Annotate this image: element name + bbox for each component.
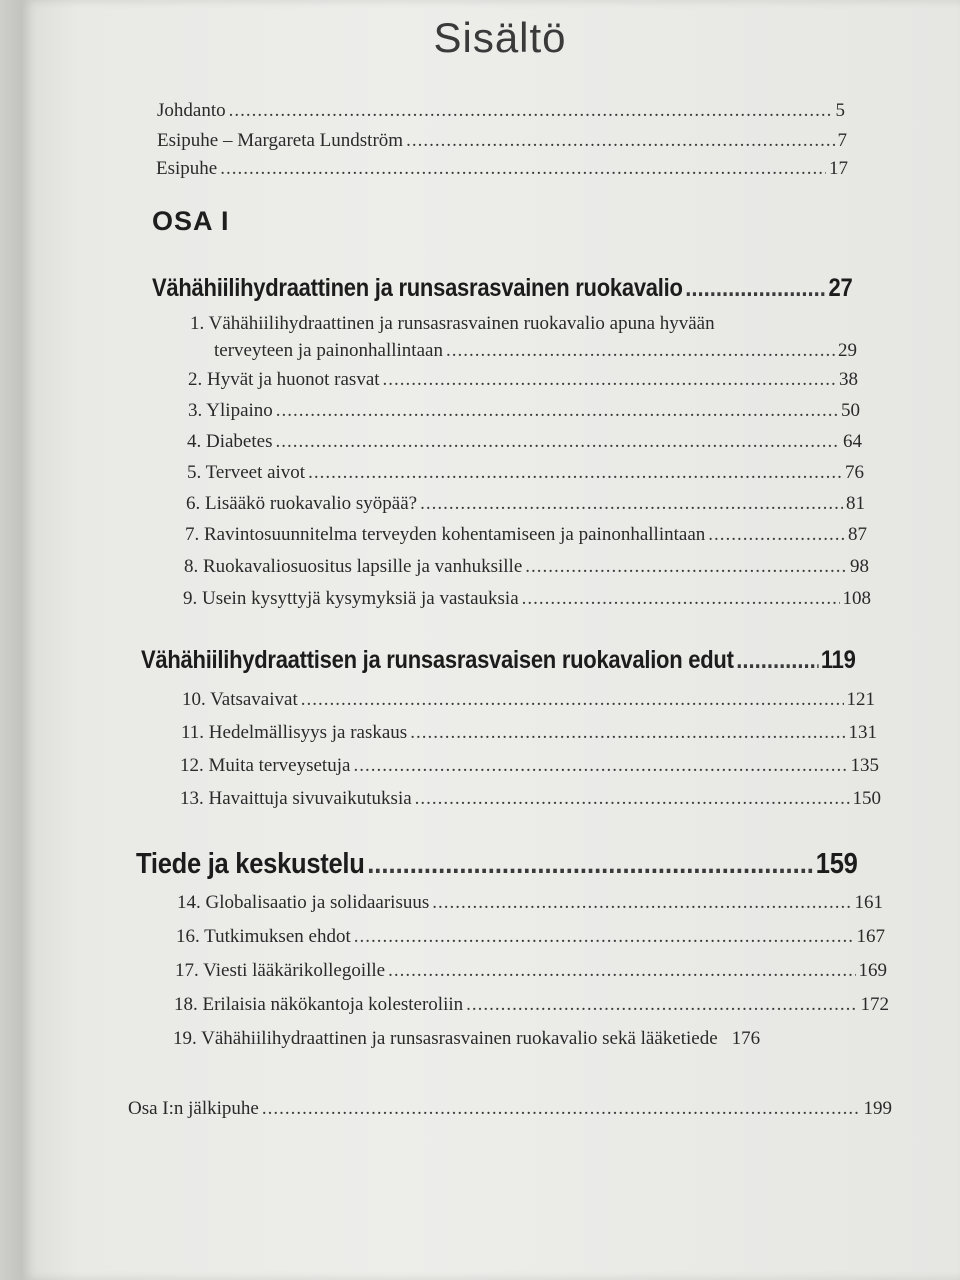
toc-section-2[interactable] (141, 646, 856, 675)
leader-dots (406, 130, 834, 152)
chapter-label: 12. Muita terveysetuja (180, 755, 351, 776)
toc-chapter-19[interactable] (173, 1028, 891, 1050)
section-page-number: 159 (815, 848, 858, 880)
leader-dots (220, 158, 826, 180)
chapter-label: 11. Hedelmällisyys ja raskaus (181, 722, 408, 743)
toc-chapter-7[interactable] (185, 524, 867, 546)
toc-label: Johdanto (157, 100, 226, 121)
chapter-page-number: 81 (846, 493, 865, 514)
chapter-label: 13. Havaittuja sivuvaikutuksia (180, 788, 412, 809)
toc-chapter-11[interactable] (181, 722, 877, 744)
book-page (22, 0, 960, 1280)
section-label: Tiede ja keskustelu (136, 848, 365, 880)
leader-dots (276, 400, 838, 422)
leader-dots (685, 274, 826, 303)
chapter-label: 19. Vähähiilihydraattinen ja runsasrasvainen ruokavalio sekä lääketiede (173, 1028, 718, 1049)
chapter-page-number: 135 (850, 755, 879, 776)
toc-section-1[interactable] (152, 274, 852, 303)
toc-chapter-8[interactable] (184, 556, 869, 578)
leader-dots (410, 722, 845, 744)
leader-dots (466, 994, 857, 1016)
toc-chapter-16[interactable] (176, 926, 885, 948)
chapter-label: 4. Diabetes (187, 431, 273, 452)
leader-dots (354, 926, 854, 948)
chapter-label: 9. Usein kysyttyjä kysymyksiä ja vastauksia (183, 588, 519, 609)
toc-entry-johdanto[interactable] (157, 100, 845, 122)
toc-page-number: 5 (835, 100, 845, 121)
chapter-page-number: 29 (838, 340, 857, 361)
leader-dots (308, 462, 842, 484)
section-page-number: 119 (820, 646, 856, 674)
leader-dots (229, 100, 833, 122)
toc-page-number: 17 (829, 158, 848, 179)
chapter-page-number: 176 (731, 1028, 761, 1049)
chapter-label: 7. Ravintosuunnitelma terveyden kohentamiseen ja painonhallintaan (185, 524, 706, 545)
chapter-label: 10. Vatsavaivat (182, 689, 298, 710)
leader-dots (275, 431, 840, 453)
leader-dots (301, 689, 844, 711)
chapter-page-number: 172 (860, 994, 889, 1015)
toc-chapter-18[interactable] (174, 994, 889, 1016)
chapter-label: 14. Globalisaatio ja solidaarisuus (177, 892, 430, 913)
chapter-label: terveyteen ja painonhallintaan (214, 340, 443, 361)
chapter-label: 18. Erilaisia näkökantoja kolesteroliin (174, 994, 464, 1015)
section-label: Vähähiilihydraattinen ja runsasrasvainen ruokavalio (152, 274, 683, 302)
chapter-page-number: 98 (850, 556, 869, 577)
section-page-number: 27 (828, 274, 853, 302)
toc-chapter-1[interactable] (214, 340, 857, 362)
leader-dots (432, 892, 851, 914)
chapter-label: 8. Ruokavaliosuositus lapsille ja vanhuksille (184, 556, 523, 577)
leader-dots (525, 556, 847, 578)
toc-entry-esipuhe-lundstrom[interactable] (157, 130, 847, 152)
leader-dots (736, 646, 818, 675)
toc-chapter-4[interactable] (187, 431, 862, 453)
chapter-label: 6. Lisääkö ruokavalio syöpää? (186, 493, 418, 514)
chapter-label: 17. Viesti lääkärikollegoille (175, 960, 386, 981)
leader-dots (353, 755, 847, 777)
leader-dots (415, 788, 850, 810)
chapter-page-number: 38 (839, 369, 858, 390)
toc-chapter-14[interactable] (177, 892, 883, 914)
page-title: Sisältö (433, 14, 567, 61)
chapter-label: 3. Ylipaino (188, 400, 273, 421)
chapter-page-number: 76 (845, 462, 864, 483)
toc-chapter-10[interactable] (182, 689, 875, 711)
toc-chapter-5[interactable] (187, 462, 864, 484)
toc-chapter-9[interactable] (183, 588, 871, 610)
chapter-page-number: 131 (848, 722, 877, 743)
chapter-page-number: 161 (854, 892, 883, 913)
toc-chapter-17[interactable] (175, 960, 887, 982)
toc-page-number: 7 (837, 130, 847, 151)
chapter-page-number: 121 (846, 689, 875, 710)
toc-chapter-12[interactable] (180, 755, 879, 777)
leader-dots (446, 340, 835, 362)
toc-entry-esipuhe[interactable] (156, 158, 848, 180)
toc-label: Esipuhe – Margareta Lundström (157, 130, 404, 151)
chapter-page-number: 167 (856, 926, 885, 947)
toc-section-3[interactable] (136, 848, 858, 881)
part-heading: OSA I (152, 206, 230, 236)
book-spine (0, 0, 22, 1280)
chapter-page-number: 169 (858, 960, 887, 981)
leader-dots (262, 1098, 861, 1120)
chapter-page-number: 64 (843, 431, 862, 452)
toc-label: Osa I:n jälkipuhe (128, 1098, 259, 1119)
toc-entry-afterword[interactable] (128, 1098, 892, 1120)
toc-chapter-6[interactable] (186, 493, 865, 515)
chapter-page-number: 150 (852, 788, 881, 809)
toc-page-number: 199 (863, 1098, 892, 1119)
leader-dots (383, 369, 836, 391)
leader-dots (522, 588, 840, 610)
leader-dots (420, 493, 843, 515)
leader-dots (388, 960, 855, 982)
chapter-label: 16. Tutkimuksen ehdot (176, 926, 351, 947)
toc-chapter-2[interactable] (188, 369, 858, 391)
toc-chapter-3[interactable] (188, 400, 860, 422)
toc-chapter-13[interactable] (180, 788, 881, 810)
chapter-page-number: 87 (848, 524, 867, 545)
chapter-label: 2. Hyvät ja huonot rasvat (188, 369, 380, 390)
toc-label: Esipuhe (156, 158, 218, 179)
chapter-1-first-line: 1. Vähähiilihydraattinen ja runsasrasvainen ruokavalio apuna hyvään (190, 313, 715, 334)
leader-dots (367, 848, 813, 881)
chapter-page-number: 108 (842, 588, 871, 609)
chapter-label: 5. Terveet aivot (187, 462, 306, 483)
leader-dots (708, 524, 845, 546)
chapter-page-number: 50 (841, 400, 860, 421)
section-label: Vähähiilihydraattisen ja runsasrasvaisen ruokavalion edut (141, 646, 734, 674)
